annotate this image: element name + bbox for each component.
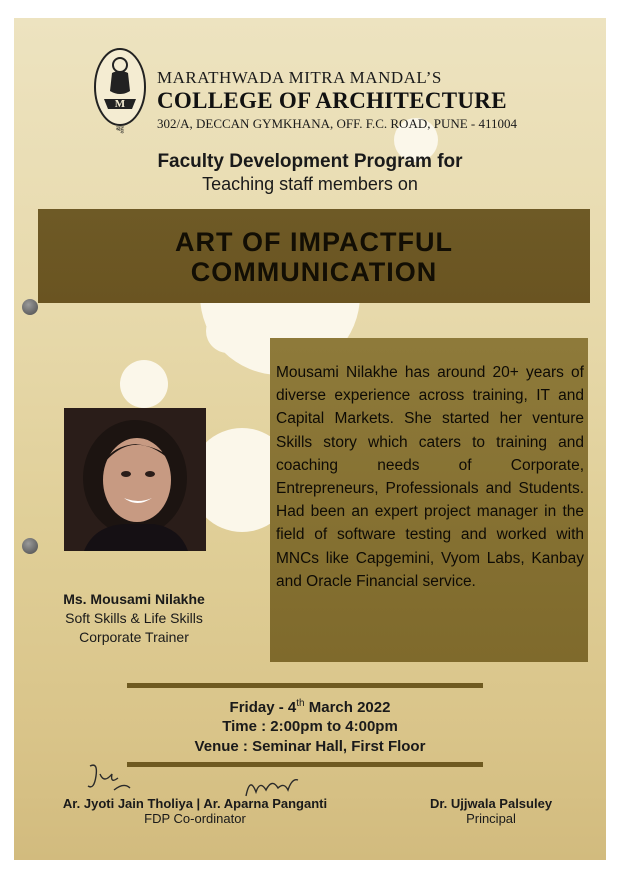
speaker-photo: [64, 408, 206, 551]
institution-address: 302/A, DECCAN GYMKHANA, OFF. F.C. ROAD, PUNE - 411004: [157, 116, 518, 131]
speaker-role-line2: Corporate Trainer: [79, 629, 189, 645]
coordinator-signature-1: [84, 760, 134, 796]
program-title-line2: COMMUNICATION: [190, 257, 438, 287]
coordinators-role: FDP Co-ordinator: [144, 811, 246, 826]
principal-name: Dr. Ujjwala Palsuley: [429, 796, 553, 811]
program-title-line1: ART OF IMPACTFUL: [175, 227, 453, 257]
speaker-name: Ms. Mousami Nilakhe: [63, 591, 205, 607]
speaker-info: [14, 590, 254, 647]
program-subheading: Teaching staff members on: [202, 174, 418, 194]
event-venue: Venue : Seminar Hall, First Floor: [194, 738, 426, 755]
event-time: Time : 2:00pm to 4:00pm: [222, 718, 398, 735]
event-date: [14, 698, 606, 716]
institution-emblem-icon: [92, 43, 148, 135]
institution-name-line1: MARATHWADA MITRA MANDAL’S: [157, 68, 442, 87]
decor-bubble: [120, 360, 168, 408]
divider-top: [127, 683, 483, 688]
punch-hole: [22, 538, 38, 554]
punch-hole: [22, 299, 38, 315]
coordinators-signature-block: [50, 796, 340, 826]
logo-motto: बहु: [116, 125, 124, 133]
event-day-suffix: th: [296, 698, 305, 709]
title-band: [38, 209, 590, 303]
event-day: Friday - 4: [229, 699, 297, 716]
principal-signature-block: [406, 796, 576, 826]
svg-text:M: M: [114, 98, 126, 110]
speaker-role-line1: Soft Skills & Life Skills: [65, 610, 203, 626]
program-heading: Faculty Development Program for: [157, 151, 463, 172]
program-title: [38, 227, 590, 287]
coordinators-names: Ar. Jyoti Jain Tholiya | Ar. Aparna Panganti: [62, 796, 328, 811]
divider-bottom: [127, 762, 483, 767]
bio-box: [270, 338, 588, 662]
speaker-bio: Mousami Nilakhe has around 20+ years of diverse experience across training, IT and Capital Markets. She started her venture Skills story which caters to training and coaching needs of Corporate, Entrepreneurs, Professionals and Students. Had been an expert project manager in the field of software testing and worked with MNCs like Capgemini, Vyom Labs, Kanbay and Oracle Financial service.: [276, 364, 584, 590]
institution-name-line2: COLLEGE OF ARCHITECTURE: [157, 88, 507, 113]
principal-role: Principal: [466, 811, 516, 826]
poster: [14, 18, 606, 860]
event-month-year: March 2022: [304, 699, 391, 716]
